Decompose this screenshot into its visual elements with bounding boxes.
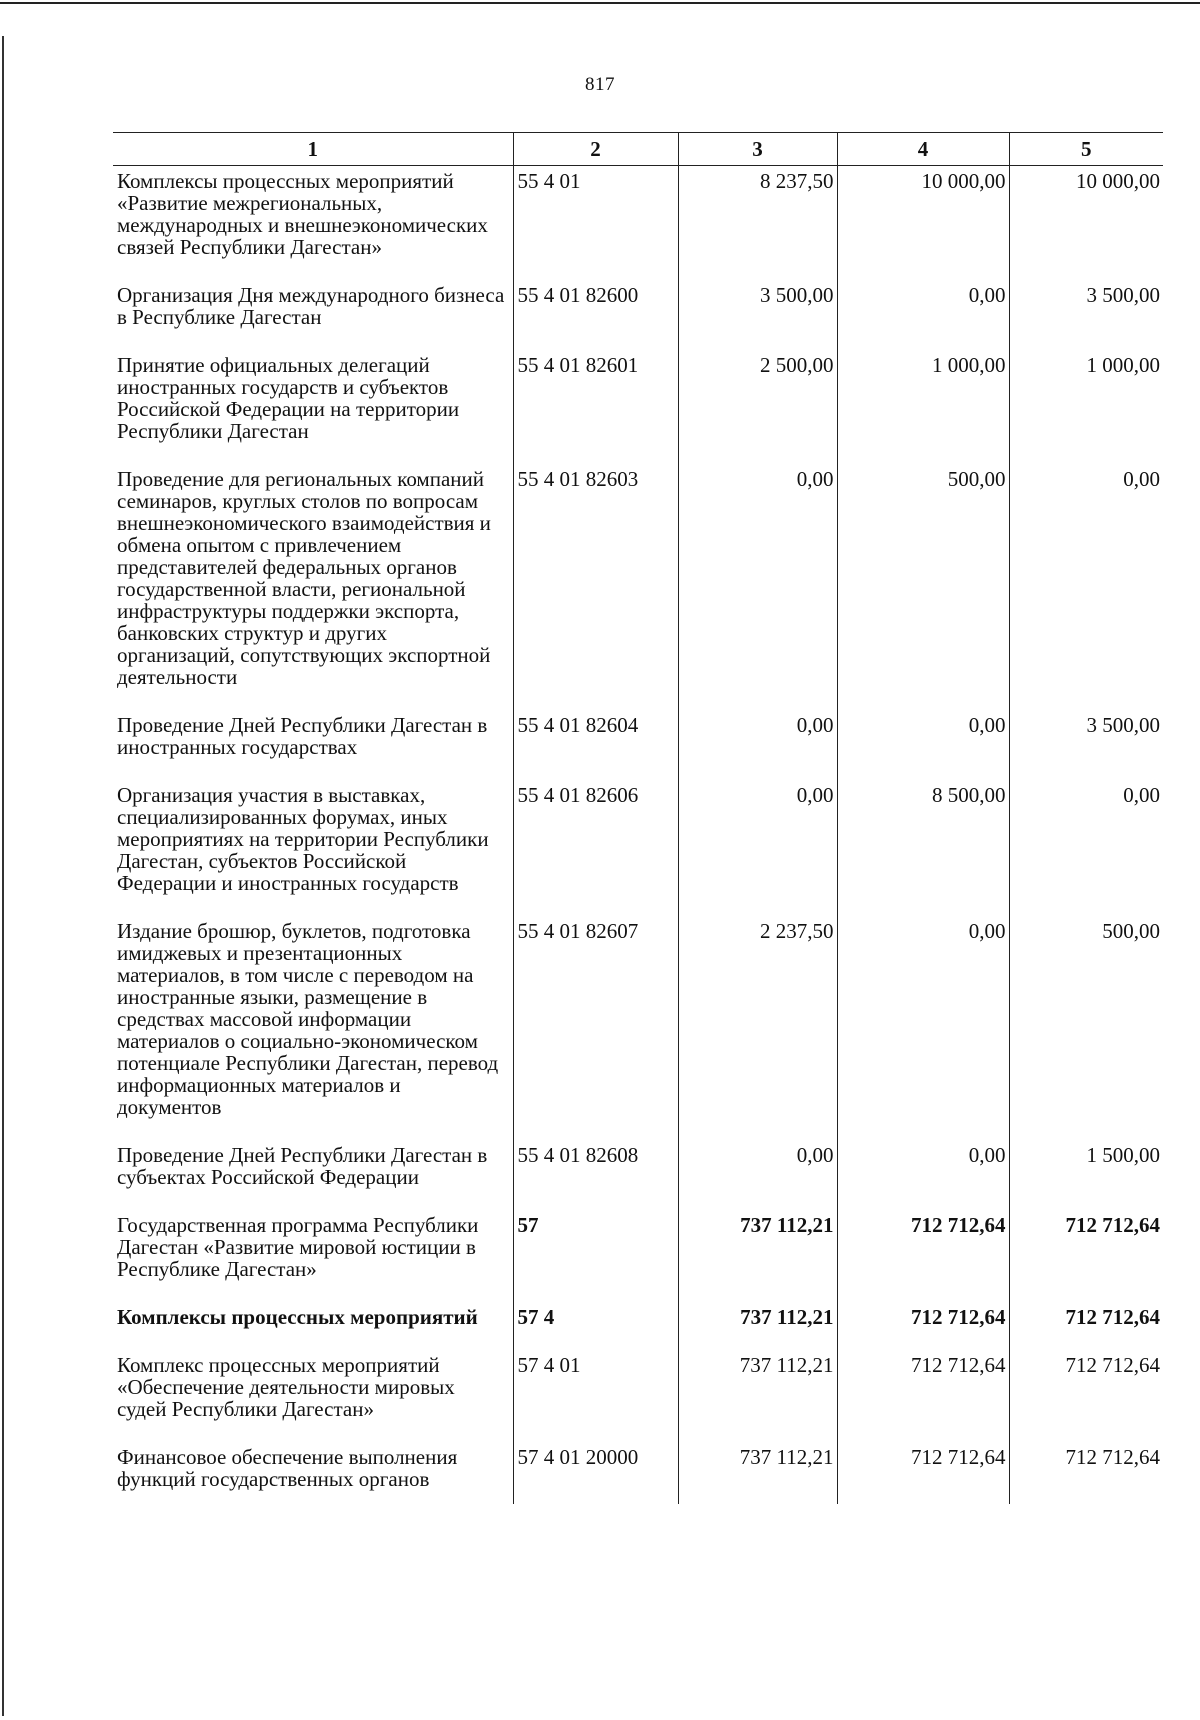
row-value-col4: 10 000,00: [837, 166, 1009, 281]
row-code: 55 4 01: [513, 166, 678, 281]
row-value-col3: 737 112,21: [678, 1302, 837, 1350]
row-value-col4: 0,00: [837, 280, 1009, 350]
table-row: [113, 1210, 1163, 1302]
row-value-col3: 2 237,50: [678, 916, 837, 1140]
row-value-col4: 0,00: [837, 916, 1009, 1140]
scan-top-border: [0, 2, 1200, 4]
row-code: 57: [513, 1210, 678, 1302]
row-code: 55 4 01 82604: [513, 710, 678, 780]
row-value-col5: 0,00: [1009, 780, 1163, 916]
scan-left-border: [2, 36, 4, 1716]
table-row: [113, 350, 1163, 464]
row-name: Организация Дня международного бизнеса в Республике Дагестан: [117, 283, 505, 329]
table-row: [113, 1302, 1163, 1350]
row-name: Комплексы процессных мероприятий «Развитие межрегиональных, международных и внешнеэкономических связей Республики Дагестан»: [117, 169, 488, 259]
row-name: Организация участия в выставках, специализированных форумах, иных мероприятиях на территории Республики Дагестан, субъектов Российской Федерации и иностранных государств: [117, 783, 489, 895]
budget-table: [113, 132, 1163, 1504]
row-value-col5: 10 000,00: [1009, 166, 1163, 281]
row-value-col3: 737 112,21: [678, 1442, 837, 1504]
row-name: Комплекс процессных мероприятий «Обеспечение деятельности мировых судей Республики Дагестан»: [117, 1353, 455, 1421]
row-value-col4: 0,00: [837, 1140, 1009, 1210]
row-value-col5: 3 500,00: [1009, 280, 1163, 350]
row-code: 57 4: [513, 1302, 678, 1350]
row-name: Проведение Дней Республики Дагестан в субъектах Российской Федерации: [117, 1143, 488, 1189]
row-value-col3: 8 237,50: [678, 166, 837, 281]
row-value-col3: 737 112,21: [678, 1210, 837, 1302]
header-row: [113, 133, 1163, 166]
row-name: Проведение Дней Республики Дагестан в иностранных государствах: [117, 713, 488, 759]
row-value-col4: 0,00: [837, 710, 1009, 780]
row-name: Проведение для региональных компаний семинаров, круглых столов по вопросам внешнеэкономического взаимодействия и обмена опытом с привлечением представителей федеральных органов государственной власти, региональной инфраструктуры поддержки экспорта, банковских структур и других организаций, сопутствующих экспортной деятельности: [117, 467, 491, 689]
row-code: 55 4 01 82600: [513, 280, 678, 350]
row-code: 55 4 01 82603: [513, 464, 678, 710]
row-name: Комплексы процессных мероприятий: [117, 1305, 478, 1329]
row-value-col4: 712 712,64: [837, 1350, 1009, 1442]
header-col-3: 3: [678, 133, 837, 166]
row-value-col5: 712 712,64: [1009, 1350, 1163, 1442]
row-value-col3: 3 500,00: [678, 280, 837, 350]
row-value-col4: 712 712,64: [837, 1442, 1009, 1504]
row-value-col5: 0,00: [1009, 464, 1163, 710]
table-row: [113, 1140, 1163, 1210]
row-value-col5: 1 000,00: [1009, 350, 1163, 464]
row-value-col3: 0,00: [678, 1140, 837, 1210]
table-row: [113, 166, 1163, 281]
table-row: [113, 1350, 1163, 1442]
row-name: Принятие официальных делегаций иностранных государств и субъектов Российской Федерации на территории Республики Дагестан: [117, 353, 460, 443]
row-value-col3: 0,00: [678, 464, 837, 710]
row-value-col4: 712 712,64: [837, 1210, 1009, 1302]
table-row: [113, 780, 1163, 916]
row-value-col4: 500,00: [837, 464, 1009, 710]
header-col-1: 1: [113, 133, 513, 166]
row-code: 55 4 01 82601: [513, 350, 678, 464]
header-col-2: 2: [513, 133, 678, 166]
row-value-col3: 0,00: [678, 780, 837, 916]
row-value-col4: 712 712,64: [837, 1302, 1009, 1350]
row-code: 55 4 01 82607: [513, 916, 678, 1140]
page-number: 817: [585, 74, 615, 95]
row-value-col3: 737 112,21: [678, 1350, 837, 1442]
row-value-col5: 1 500,00: [1009, 1140, 1163, 1210]
row-value-col5: 712 712,64: [1009, 1210, 1163, 1302]
row-name: Финансовое обеспечение выполнения функций государственных органов: [117, 1445, 458, 1491]
row-value-col3: 2 500,00: [678, 350, 837, 464]
row-value-col5: 3 500,00: [1009, 710, 1163, 780]
row-name: Издание брошюр, буклетов, подготовка имиджевых и презентационных материалов, в том числе с переводом на иностранные языки, размещение в средствах массовой информации материалов о социально-экономическом потенциале Республики Дагестан, перевод информационных материалов и документов: [117, 919, 499, 1119]
table-row: [113, 464, 1163, 710]
row-code: 57 4 01 20000: [513, 1442, 678, 1504]
row-code: 55 4 01 82608: [513, 1140, 678, 1210]
table-row: [113, 280, 1163, 350]
header-col-4: 4: [837, 133, 1009, 166]
row-code: 55 4 01 82606: [513, 780, 678, 916]
table-row: [113, 710, 1163, 780]
row-value-col3: 0,00: [678, 710, 837, 780]
row-name: Государственная программа Республики Дагестан «Развитие мировой юстиции в Республике Дагестан»: [117, 1213, 479, 1281]
table-row: [113, 916, 1163, 1140]
row-code: 57 4 01: [513, 1350, 678, 1442]
row-value-col4: 8 500,00: [837, 780, 1009, 916]
row-value-col5: 712 712,64: [1009, 1302, 1163, 1350]
row-value-col4: 1 000,00: [837, 350, 1009, 464]
row-value-col5: 500,00: [1009, 916, 1163, 1140]
header-col-5: 5: [1009, 133, 1163, 166]
table-row: [113, 1442, 1163, 1504]
row-value-col5: 712 712,64: [1009, 1442, 1163, 1504]
